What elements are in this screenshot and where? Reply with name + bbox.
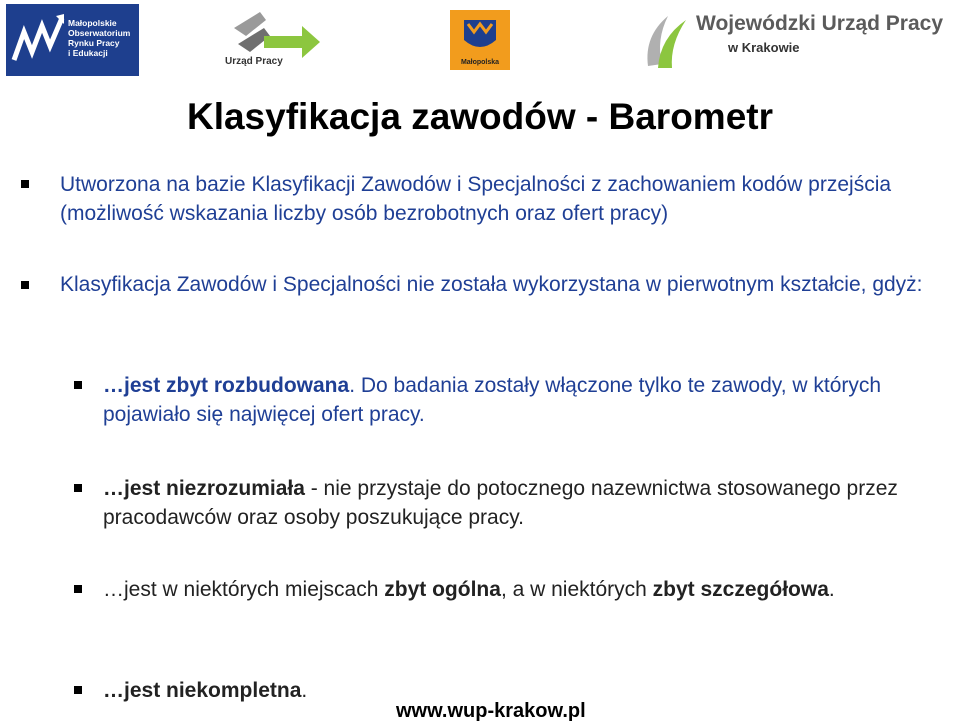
bullet-text [103,371,948,429]
footer-url: www.wup-krakow.pl [396,700,586,722]
bullet-marker [21,281,29,289]
malopolska-label: Małopolska [460,59,500,66]
bullet-text: Klasyfikacja Zawodów i Specjalności nie została wykorzystana w pierwotnym kształcie, gdyż: [60,273,923,296]
slide-title: Klasyfikacja zawodów - Barometr [186,96,774,137]
bullet-text [103,474,948,532]
bullet-bold: …jest niezrozumiała [103,477,305,500]
sub-bullet-marker [74,381,82,389]
wup-subtitle: w Krakowie [728,40,800,55]
bullet-rest: . [301,679,308,702]
bullet-bold: zbyt szczegółowa [652,578,829,601]
bullet-bold: …jest niekompletna [103,679,302,702]
bullet-part: . [828,578,835,601]
bullet-bold: …jest zbyt rozbudowana [103,374,350,397]
wup-swoosh-icon [640,6,692,72]
bullet-item [60,270,940,299]
urzad-pracy-label: Urząd Pracy [225,56,283,67]
sub-bullet-item [103,474,948,532]
sub-bullet-item [103,371,948,429]
sub-bullet-marker [74,585,82,593]
malopolska-logo [450,10,510,70]
bullet-part: , a w niektórych [500,578,653,601]
bullet-text: Utworzona na bazie Klasyfikacji Zawodów i Specjalności z zachowaniem kodów przejścia (możliwość wskazania liczby osób bezrobotnych oraz ofert pracy) [60,173,892,225]
wup-title: Wojewódzki Urząd Pracy [696,12,944,35]
mopr-logo-text: Małopolskie Obserwatorium Rynku Pracy i Edukacji [68,18,131,58]
mopr-logo [6,4,139,76]
malopolska-crest-icon [450,10,510,56]
bullet-part: …jest w niektórych miejscach [103,578,385,601]
sub-bullet-marker [74,484,82,492]
bullet-marker [21,180,29,188]
sub-bullet-item [103,575,948,604]
bullet-bold: zbyt ogólna [384,578,501,601]
bullet-rest: . Do badania zostały włączone tylko te zawody, w których pojawiało się najwięcej ofert pracy. [103,374,882,426]
bullet-item [60,170,940,228]
chart-arrow-icon [10,12,66,68]
bullet-rest: - nie przystaje do potocznego nazewnictwa stosowanego przez pracodawców oraz osoby poszukujące pracy. [103,477,898,529]
logo-bar [0,0,960,80]
sub-bullet-marker [74,686,82,694]
bullet-text [103,575,948,604]
